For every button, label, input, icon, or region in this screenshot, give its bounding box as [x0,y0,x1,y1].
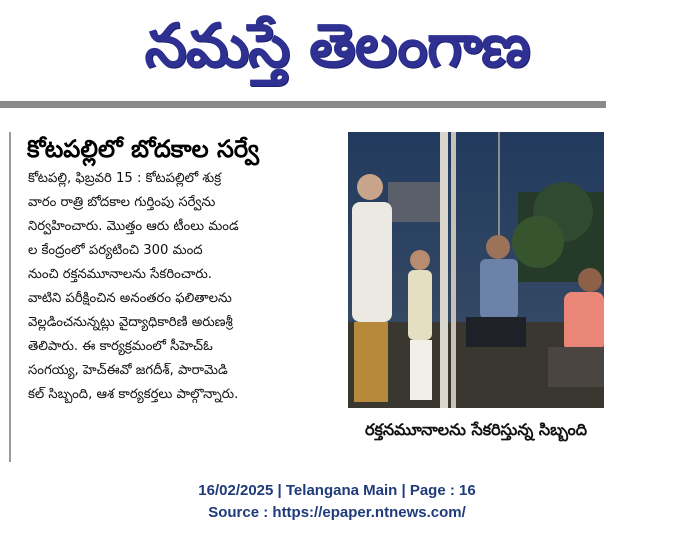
article-line: వెల్లడించనున్నట్లు వైద్యాధికారిణి అరుణశ్రీ [28,315,233,330]
article-line: వారం రాత్రి బోదకాల గుర్తింపు సర్వేను [28,195,216,210]
article-line: కల్ సిబ్బంది, ఆశ కార్యకర్తలు పాల్గొన్నారు. [28,387,239,402]
column-rule [9,132,11,462]
article-line: తెలిపారు. ఈ కార్యక్రమంలో సీహెచ్‌ఓ [28,339,213,354]
article-line: వాటిని పరీక్షించిన అనంతరం ఫలితాలను [28,291,232,306]
edition-info: 16/02/2025 | Telangana Main | Page : 16 [198,482,476,499]
masthead-divider [0,101,606,108]
article-body [28,167,332,407]
article-photo [348,132,604,408]
article-headline: కోటపల్లిలో బోదకాల సర్వే [27,135,260,163]
masthead [0,0,674,96]
footer [0,480,674,524]
article-line: నుంచి రక్తనమూనాలను సేకరించారు. [28,267,212,282]
article-line: సంగయ్య, హెచ్‌ఈవో జగదీశ్, పారామెడి [28,363,228,378]
article-line: నిర్వహించారు. మొత్తం ఆరు టీంలు మండ [28,219,239,234]
newspaper-logo: నమస్తే తెలంగాణ [144,11,530,81]
photo-caption: రక్తనమూనాలను సేకరిస్తున్న సిబ్బంది [364,420,587,439]
article-line: కోటపల్లి, ఫిబ్రవరి 15 : కోటపల్లిలో శుక్ర [28,171,222,186]
article-line: ల కేంద్రంలో పర్యటించి 300 మంద [28,243,203,258]
source-link: Source : https://epaper.ntnews.com/ [208,504,466,521]
